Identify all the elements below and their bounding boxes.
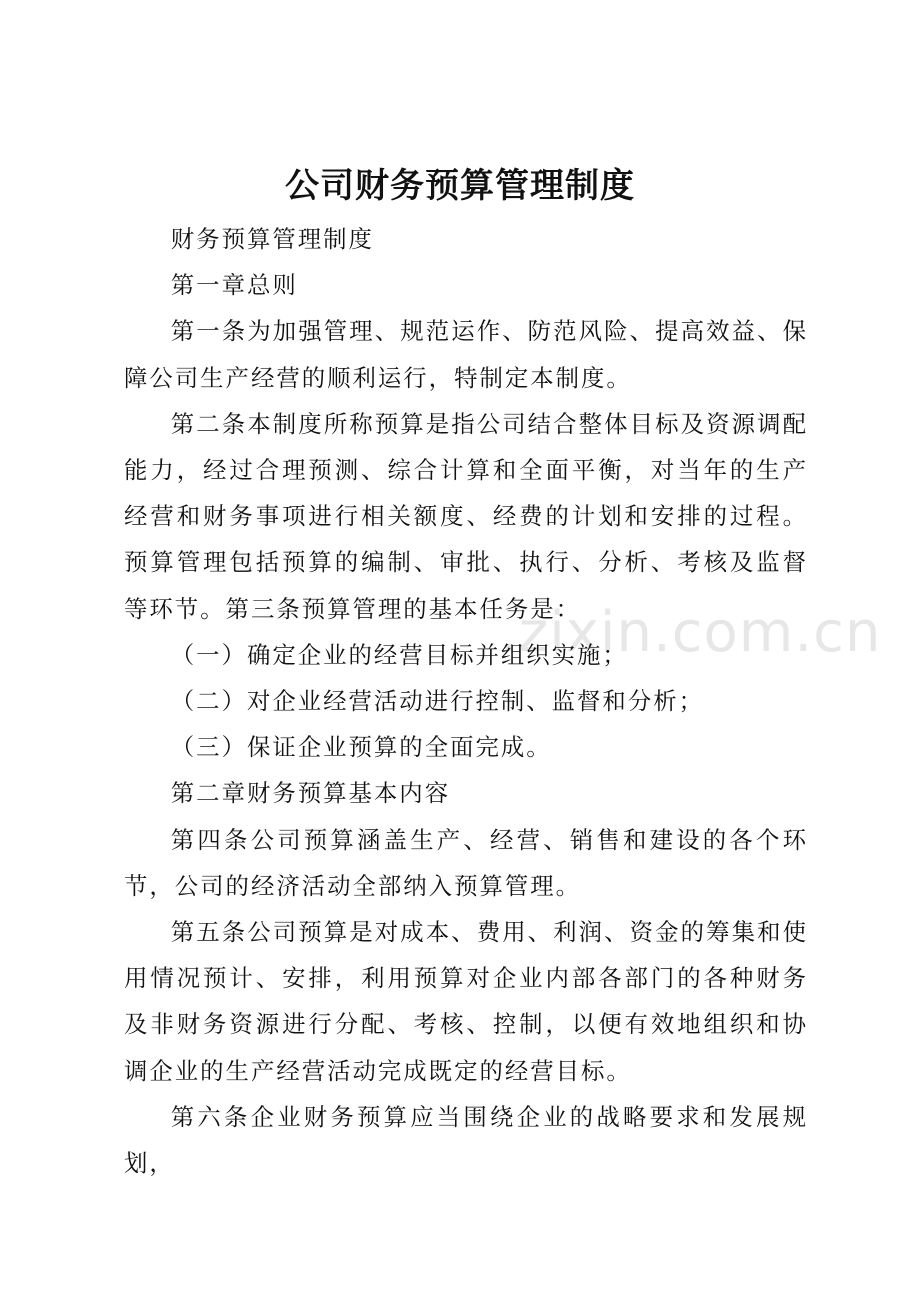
paragraph-article-4: 第四条公司预算涵盖生产、经营、销售和建设的各个环节，公司的经济活动全部纳入预算管理。 (124, 825, 808, 900)
paragraph-task-2: （二）对企业经营活动进行控制、监督和分析； (170, 687, 704, 716)
document-title: 公司财务预算管理制度 (285, 166, 635, 206)
paragraph-article-5: 第五条公司预算是对成本、费用、利润、资金的筹集和使用情况预计、安排，利用预算对企业内部各部门的各种财务及非财务资源进行分配、考核、控制，以便有效地组织和协调企业的生产经营活动完成既定的经营目标。 (124, 918, 808, 1085)
paragraph-chapter-1: 第一章总则 (170, 271, 298, 300)
watermark: .zixin.com.cn (500, 600, 882, 665)
paragraph-chapter-2: 第二章财务预算基本内容 (170, 779, 451, 808)
paragraph-article-1: 第一条为加强管理、规范运作、防范风险、提高效益、保障公司生产经营的顺利运行，特制定本制度。 (124, 317, 808, 392)
paragraph-task-3: （三）保证企业预算的全面完成。 (170, 733, 552, 762)
document-body (124, 216, 808, 1186)
paragraph-subtitle: 财务预算管理制度 (170, 225, 374, 253)
paragraph-task-1: （一）确定企业的经营目标并组织实施； (170, 640, 628, 669)
paragraph-article-6: 第六条企业财务预算应当围绕企业的战略要求和发展规划， (124, 1102, 808, 1178)
paragraph-article-2: 第二条本制度所称预算是指公司结合整体目标及资源调配能力，经过合理预测、综合计算和全面平衡，对当年的生产经营和财务事项进行相关额度、经费的计划和安排的过程。预算管理包括预算的编制、审批、执行、分析、考核及监督等环节。第三条预算管理的基本任务是： (124, 409, 808, 623)
